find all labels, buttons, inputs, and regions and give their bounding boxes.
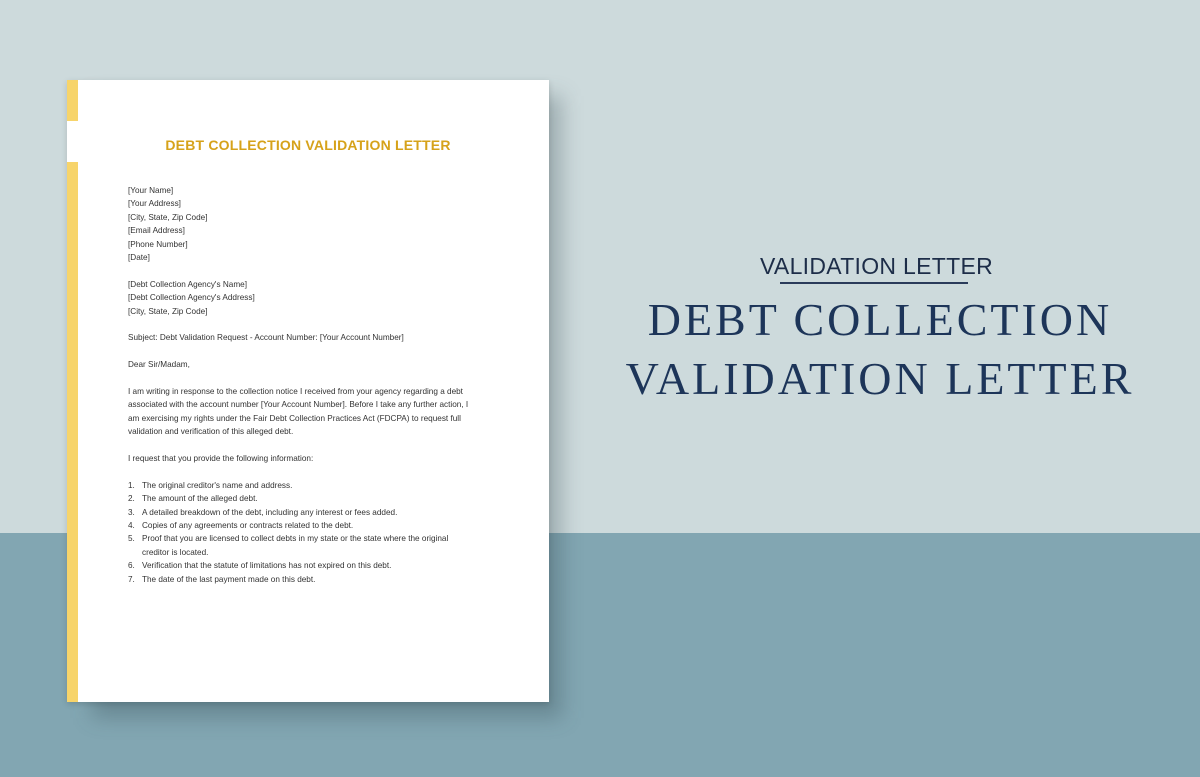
list-number: 6.: [128, 561, 135, 571]
sender-block: [128, 184, 508, 264]
letter-document: [67, 80, 549, 702]
side-title-line: VALIDATION LETTER: [625, 353, 1135, 404]
sender-name: [Your Name]: [128, 186, 174, 195]
list-number: 2.: [128, 494, 135, 504]
side-title: [620, 290, 1140, 408]
list-item: [128, 479, 508, 492]
salutation: Dear Sir/Madam,: [128, 360, 190, 370]
paragraph-line: validation and verification of this alleged debt.: [128, 427, 294, 437]
sender-date: [Date]: [128, 253, 150, 263]
side-kicker: VALIDATION LETTER: [760, 253, 994, 279]
list-item: [128, 573, 508, 586]
recipient-city: [City, State, Zip Code]: [128, 306, 208, 316]
sender-phone: [Phone Number]: [128, 239, 188, 249]
sender-city: [City, State, Zip Code]: [128, 212, 208, 222]
request-intro: I request that you provide the following information:: [128, 454, 314, 464]
document-title: DEBT COLLECTION VALIDATION LETTER: [165, 137, 451, 153]
accent-stripe-bottom: [67, 162, 78, 702]
recipient-block: [128, 278, 508, 318]
list-text: Copies of any agreements or contracts related to the debt.: [142, 521, 354, 531]
list-number: 4.: [128, 521, 135, 531]
list-number: 5.: [128, 534, 135, 544]
list-number: 1.: [128, 480, 135, 490]
list-item: [128, 559, 508, 572]
recipient-name: [Debt Collection Agency's Name]: [128, 279, 247, 289]
kicker-underline: [780, 282, 968, 284]
paragraph-line: am exercising my rights under the Fair Debt Collection Practices Act (FDCPA) to request full: [128, 413, 461, 423]
list-item: [128, 506, 508, 519]
sender-address: [Your Address]: [128, 199, 181, 209]
list-text: The date of the last payment made on this debt.: [142, 574, 316, 584]
list-text: The amount of the alleged debt.: [142, 494, 258, 504]
request-list: [128, 479, 508, 586]
list-text: Proof that you are licensed to collect debts in my state or the state where the original: [142, 534, 449, 544]
list-number: 7.: [128, 574, 135, 584]
list-text: The original creditor's name and address.: [142, 480, 293, 490]
list-item: [128, 492, 508, 505]
paragraph-line: associated with the account number [Your Account Number]. Before I take any further action, I: [128, 400, 469, 410]
subject-line: Subject: Debt Validation Request - Account Number: [Your Account Number]: [128, 333, 404, 343]
list-item: [128, 532, 508, 559]
sender-email: [Email Address]: [128, 226, 185, 236]
recipient-address: [Debt Collection Agency's Address]: [128, 293, 255, 303]
paragraph-line: I am writing in response to the collection notice I received from your agency regarding a debt: [128, 387, 463, 397]
document-body: [128, 184, 508, 586]
list-text: A detailed breakdown of the debt, including any interest or fees added.: [142, 507, 398, 517]
list-text: creditor is located.: [142, 547, 209, 557]
side-title-line: DEBT COLLECTION: [647, 294, 1113, 345]
list-number: 3.: [128, 507, 135, 517]
list-item: [128, 519, 508, 532]
accent-stripe-top: [67, 80, 78, 121]
list-text: Verification that the statute of limitations has not expired on this debt.: [142, 561, 392, 571]
paragraph-intro: [128, 385, 508, 439]
